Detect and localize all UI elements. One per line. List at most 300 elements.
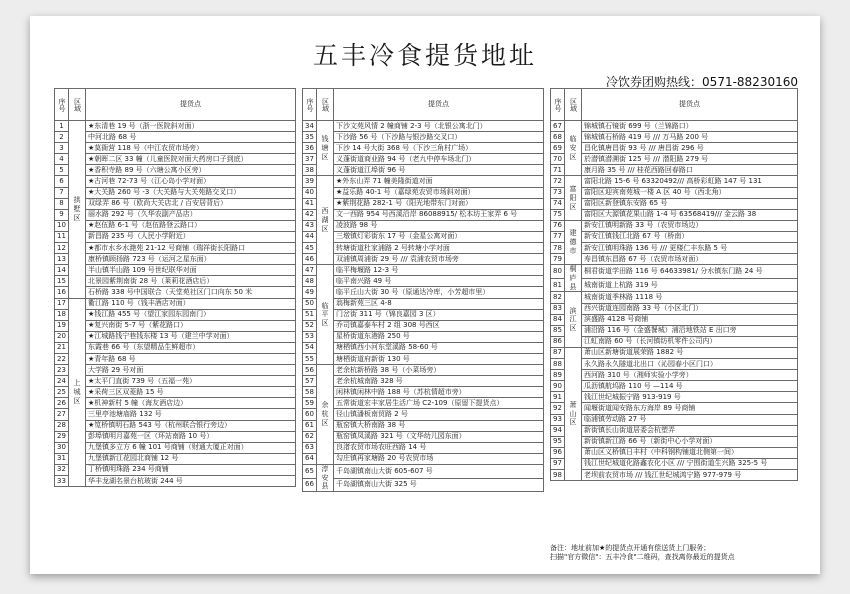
table-row [551, 243, 798, 254]
row-number: 92 [551, 403, 565, 414]
table-row [55, 220, 296, 231]
table-row [55, 176, 296, 187]
address-cell: 城南街道上杭路 319 号 [582, 278, 798, 292]
note-line: 扫描"官方微信"：五丰冷食"二维码，查找离你最近的提货点 [550, 553, 735, 562]
row-number: 25 [55, 387, 69, 398]
address-cell: 三里亭池塘庙路 132 号 [86, 409, 296, 420]
row-number: 31 [55, 453, 69, 464]
table-row [55, 121, 296, 132]
table-row [55, 132, 296, 143]
address-cell: ★采荷三区双菱路 15 号 [86, 387, 296, 398]
address-cell: 桐君街道学田路 116 号 64633981/ 分水镇东门路 24 号 [582, 265, 798, 279]
table-row [551, 359, 798, 370]
row-number: 48 [303, 276, 317, 287]
table-row [551, 392, 798, 403]
table-row [303, 478, 544, 492]
address-cell: 下沙文苑风情 2 幢商铺 2-3 号（北银公寓北门） [334, 121, 544, 132]
district-cell: 淳安县 [317, 464, 334, 491]
row-number: 19 [55, 320, 69, 331]
address-table-1 [54, 88, 296, 487]
table-row [303, 132, 544, 143]
row-number: 62 [303, 431, 317, 442]
table-row [551, 447, 798, 458]
address-cell: ★古河巷 72-73 号（江心岛小学对面） [86, 176, 296, 187]
table-row [551, 425, 798, 436]
row-number: 43 [303, 220, 317, 231]
table-row [303, 254, 544, 265]
table-row [303, 287, 544, 298]
address-cell: 径山镇潘板南贸路 2 号 [334, 409, 544, 420]
row-number: 70 [551, 154, 565, 165]
table-row [55, 276, 296, 287]
table-row [55, 209, 296, 220]
address-cell: ★青年路 68 号 [86, 353, 296, 364]
address-cell: 临平丘山大街 30 号（原通达冷库，小芳超市里） [334, 287, 544, 298]
header-addr: 提货点 [86, 89, 296, 121]
address-cell: 千岛湖镇南山大街 325 号 [334, 478, 544, 492]
row-number: 68 [551, 132, 565, 143]
address-cell: ★江城路钱宁巷钱东楼 13 号（建兰中学对面） [86, 331, 296, 342]
address-cell: 萧山区新塘街道展荣路 1882 号 [582, 347, 798, 358]
address-cell: 新街镇长山街道居委会杭塑弄 [582, 425, 798, 436]
address-cell: 良渚农贸市场农旺西路 14 号 [334, 442, 544, 453]
table-row [551, 458, 798, 469]
address-cell: ★朝晖二区 33 幢（儿童医院对面大药房口子到底） [86, 154, 296, 165]
row-number: 79 [551, 254, 565, 265]
address-cell: 老坝前农贸市场 /// 钱江世纪城鸿宁路 977-979 号 [582, 469, 798, 480]
address-cell: 石桥路 338 号中国联合（天堂苑社区门口向东 50 米 [86, 287, 296, 298]
notes [550, 544, 735, 563]
table-row [55, 265, 296, 276]
table-row [551, 314, 798, 325]
table-row [551, 436, 798, 447]
table-row [303, 420, 544, 431]
address-cell: 华丰龙湖名景台杭玻街 244 号 [86, 476, 296, 487]
row-number: 89 [551, 370, 565, 381]
row-number: 97 [551, 458, 565, 469]
table-row [55, 476, 296, 487]
table-row [303, 220, 544, 231]
row-number: 74 [551, 198, 565, 209]
table-row [303, 276, 544, 287]
address-cell: 江虹南路 60 号（长河镇纺机零件公司内） [582, 336, 798, 347]
address-cell: 义蓬街道江埠街 96 号 [334, 165, 544, 176]
header-addr: 提货点 [582, 89, 798, 121]
table-row [303, 331, 544, 342]
table-row [303, 243, 544, 254]
table-row [551, 325, 798, 336]
district-cell: 西湖区 [317, 176, 334, 265]
address-cell: 半山镇半山路 109 号世纪联华对面 [86, 265, 296, 276]
document-sheet [30, 16, 820, 574]
header-district: 区域 [317, 89, 334, 121]
address-cell: 寿昌镇东昌路 67 号（农贸市场对面） [582, 254, 798, 265]
address-cell: 义蓬街道商业路 94 号（老九中停车场北门） [334, 154, 544, 165]
row-number: 2 [55, 132, 69, 143]
row-number: 98 [551, 469, 565, 480]
row-number: 3 [55, 143, 69, 154]
address-cell: 富阳北路 15-6 号 63320492/// 高桥彩虹路 147 号 131 [582, 176, 798, 187]
row-number: 86 [551, 336, 565, 347]
district-cell: 桐庐县 [565, 265, 582, 292]
row-number: 69 [551, 143, 565, 154]
row-number: 60 [303, 409, 317, 420]
table-row [551, 254, 798, 265]
row-number: 95 [551, 436, 565, 447]
table-row [551, 336, 798, 347]
table-row [55, 353, 296, 364]
row-number: 44 [303, 231, 317, 242]
address-cell: 城南街道季林路 1118 号 [582, 292, 798, 303]
row-number: 23 [55, 365, 69, 376]
district-cell: 临平区 [317, 265, 334, 365]
row-number: 82 [551, 292, 565, 303]
address-cell: ★赵伍路 6-1 号（赵伍路登云路口） [86, 220, 296, 231]
row-number: 26 [55, 398, 69, 409]
address-cell: 东霞巷 66 号（东望精品生鲜超市） [86, 342, 296, 353]
address-cell: 於潜镇潜溯街 125 号 /// 潜阳路 279 号 [582, 154, 798, 165]
table-row [551, 165, 798, 176]
table-row [551, 414, 798, 425]
address-cell: 瓶窑镇凤溪路 321 号（文华幼儿园东面） [334, 431, 544, 442]
header-no: 序号 [303, 89, 317, 121]
table-row [303, 387, 544, 398]
row-number: 7 [55, 187, 69, 198]
address-cell: 塘栖镇西小河东堂溪路 58-60 号 [334, 342, 544, 353]
row-number: 75 [551, 209, 565, 220]
table-row [303, 431, 544, 442]
address-cell: 新昌路 235 号（人民小学附近） [86, 231, 296, 242]
address-cell: ★钱江路 455 号（望江家园东园南门） [86, 309, 296, 320]
row-number: 9 [55, 209, 69, 220]
row-number: 88 [551, 359, 565, 370]
row-number: 5 [55, 165, 69, 176]
address-cell: 永久路永久隧道北出口（沁园春小区门口） [582, 359, 798, 370]
address-cell: 转塘街道杜家浦路 2 号转塘小学对面 [334, 243, 544, 254]
district-cell: 余杭区 [317, 365, 334, 465]
row-number: 30 [55, 442, 69, 453]
address-cell: 钱江世纪城振宁路 913-919 号 [582, 392, 798, 403]
row-number: 56 [303, 365, 317, 376]
address-table-2 [302, 88, 544, 492]
header-no: 序号 [55, 89, 69, 121]
row-number: 20 [55, 331, 69, 342]
row-number: 81 [551, 278, 565, 292]
address-cell: 西河路 310 号（湘师实验小学旁） [582, 370, 798, 381]
table-row [55, 254, 296, 265]
table-row [303, 165, 544, 176]
row-number: 36 [303, 143, 317, 154]
row-number: 11 [55, 231, 69, 242]
page-title: 五丰冷食提货地址 [312, 41, 537, 70]
table-row [55, 287, 296, 298]
table-row [551, 278, 798, 292]
table-row [551, 370, 798, 381]
table-row [55, 165, 296, 176]
address-cell: 星桥街道东港路 250 号 [334, 331, 544, 342]
table-row [303, 176, 544, 187]
address-cell: 新安江镇钱江北路 67 号（桥南） [582, 231, 798, 242]
address-cell: 勾庄镇再家塘路 20 号农贸市场 [334, 453, 544, 464]
table-row [55, 453, 296, 464]
table-row [55, 442, 296, 453]
table-row [303, 143, 544, 154]
address-cell: 富阳区迎宾南苑城一楼 A 区 40 号（西北角） [582, 187, 798, 198]
table-row [551, 292, 798, 303]
address-cell: 九堡镇新江花园北商铺 12 号 [86, 453, 296, 464]
district-cell: 上城区 [69, 298, 86, 487]
address-cell: ★笕桥镇明石路 543 号（杭州联合银行旁边） [86, 420, 296, 431]
row-number: 27 [55, 409, 69, 420]
address-cell: 瓶窑镇大桥南路 38 号 [334, 420, 544, 431]
address-cell: 富阳区新登镇东安路 65 号 [582, 198, 798, 209]
address-cell: 下沙路 56 号（下沙路与银沙路交叉口） [334, 132, 544, 143]
address-cell: 昌化镇唐昌街 93 号 /// 唐昌街 296 号 [582, 143, 798, 154]
table-row [303, 121, 544, 132]
table-row [55, 387, 296, 398]
address-cell: 老余杭新桥路 38 号（小菜场旁） [334, 365, 544, 376]
table-row [55, 309, 296, 320]
address-cell: 瓜沥镇航坞路 110 号 —114 号 [582, 381, 798, 392]
table-row [551, 220, 798, 231]
row-number: 80 [551, 265, 565, 279]
table-row [551, 303, 798, 314]
table-row [303, 464, 544, 478]
row-number: 10 [55, 220, 69, 231]
address-cell: 临平梅堰路 12-3 号 [334, 265, 544, 276]
row-number: 16 [55, 287, 69, 298]
row-number: 15 [55, 276, 69, 287]
table-row [55, 154, 296, 165]
table-row [303, 154, 544, 165]
table-row [303, 320, 544, 331]
row-number: 45 [303, 243, 317, 254]
table-row [303, 453, 544, 464]
district-cell: 滨江区 [565, 292, 582, 347]
table-row [55, 331, 296, 342]
table-row [55, 198, 296, 209]
address-cell: ★东清巷 19 号（浙一医院斜对面） [86, 121, 296, 132]
table-row [55, 342, 296, 353]
row-number: 39 [303, 176, 317, 187]
address-cell: ★莫衙营 118 号（中江农贸市场旁） [86, 143, 296, 154]
address-cell: 五常街道宏丰家居生活广场 C2-109（原留下提货点） [334, 398, 544, 409]
row-number: 72 [551, 176, 565, 187]
address-cell: 锦城镇石桥路 419 号 /// 万马路 200 号 [582, 132, 798, 143]
table-row [55, 187, 296, 198]
table-row [551, 187, 798, 198]
address-cell: 凌波路 98 号 [334, 220, 544, 231]
table-row [551, 209, 798, 220]
table-row [55, 320, 296, 331]
table-row [55, 365, 296, 376]
address-cell: 滨盛路 4128 号商铺 [582, 314, 798, 325]
address-cell: 门岔街 311 号（锦良嘉园 3 区） [334, 309, 544, 320]
row-number: 12 [55, 243, 69, 254]
table-row [303, 187, 544, 198]
address-table-3 [550, 88, 798, 481]
row-number: 47 [303, 265, 317, 276]
address-cell: 新安江镇明新路 33 号（农贸市场边） [582, 220, 798, 231]
row-number: 90 [551, 381, 565, 392]
table-row [551, 347, 798, 358]
address-cell: 富阳区大源镇花果山路 1-4 号 63568419/// 金云路 38 [582, 209, 798, 220]
row-number: 67 [551, 121, 565, 132]
row-number: 58 [303, 387, 317, 398]
row-number: 59 [303, 398, 317, 409]
address-cell: ★大关路 260 号 -3（大关路与大关苑路交叉口） [86, 187, 296, 198]
row-number: 76 [551, 220, 565, 231]
district-cell: 钱塘区 [317, 121, 334, 176]
header-district: 区域 [69, 89, 86, 121]
row-number: 13 [55, 254, 69, 265]
address-cell: 彭埠镇明月嘉苑一区（环站南路 10 号） [86, 431, 296, 442]
address-cell: 闻堰街道闻安路东方海岸 89 号商铺 [582, 403, 798, 414]
table-row [303, 409, 544, 420]
row-number: 8 [55, 198, 69, 209]
row-number: 42 [303, 209, 317, 220]
table-row [303, 198, 544, 209]
address-cell: 钱江世纪城道化路鑫农化小区 /// 宁围街道生兴路 325-5 号 [582, 458, 798, 469]
table-row [551, 132, 798, 143]
table-row [551, 265, 798, 279]
row-number: 63 [303, 442, 317, 453]
row-number: 22 [55, 353, 69, 364]
row-number: 18 [55, 309, 69, 320]
table-row [303, 365, 544, 376]
table-row [551, 198, 798, 209]
row-number: 17 [55, 298, 69, 309]
address-cell: ★香积寺路 89 号（六塘公寓小区旁） [86, 165, 296, 176]
district-cell: 富阳区 [565, 176, 582, 220]
address-cell: 九堡镇多立方 6 幢 101 号商铺（财通大厦正对面） [86, 442, 296, 453]
row-number: 55 [303, 353, 317, 364]
district-cell: 拱墅区 [69, 121, 86, 299]
address-cell: 康月路 35 号 /// 桂花西路回春路口 [582, 165, 798, 176]
table-row [303, 265, 544, 276]
header-district: 区域 [565, 89, 582, 121]
table-row [55, 298, 296, 309]
address-cell: 千岛湖镇南山大街 605-607 号 [334, 464, 544, 478]
address-cell: 萧山区义桥镇日丰村（中科钢构铺道北侧第一间） [582, 447, 798, 458]
address-cell: 闲林镇闲林中路 188 号（苏杭情超市旁） [334, 387, 544, 398]
row-number: 65 [303, 464, 317, 478]
row-number: 24 [55, 376, 69, 387]
address-cell: ★太平门直街 739 号（五福一苑） [86, 376, 296, 387]
row-number: 83 [551, 303, 565, 314]
address-cell: 新街镇新江路 66 号（新街中心小学对面） [582, 436, 798, 447]
header-no: 序号 [551, 89, 565, 121]
district-cell: 建德市 [565, 220, 582, 264]
row-number: 29 [55, 431, 69, 442]
address-cell: 下沙 14 号大街 368 号（下沙三角村广场） [334, 143, 544, 154]
row-number: 1 [55, 121, 69, 132]
table-row [551, 381, 798, 392]
address-cell: 双浦镇周浦街 29 号 /// 袁浦农贸市场旁 [334, 254, 544, 265]
row-number: 78 [551, 243, 565, 254]
row-number: 96 [551, 447, 565, 458]
row-number: 73 [551, 187, 565, 198]
district-cell: 临安区 [565, 121, 582, 176]
table-row [55, 409, 296, 420]
table-row [55, 464, 296, 475]
table-row [303, 298, 544, 309]
address-cell: 西兴街道连园南路 33 号（小区北门） [582, 303, 798, 314]
table-row [303, 376, 544, 387]
address-cell: ★紫荆花路 282-1 号（阳光地带东门对面） [334, 198, 544, 209]
row-number: 38 [303, 165, 317, 176]
row-number: 85 [551, 325, 565, 336]
address-cell: ★外东山弄 71 幢美隆街道对面 [334, 176, 544, 187]
row-number: 71 [551, 165, 565, 176]
table-row [551, 231, 798, 242]
row-number: 77 [551, 231, 565, 242]
address-cell: ★机神新村 5 幢（海友酒店边） [86, 398, 296, 409]
row-number: 37 [303, 154, 317, 165]
row-number: 51 [303, 309, 317, 320]
table-row [551, 176, 798, 187]
row-number: 32 [55, 464, 69, 475]
table-row [551, 143, 798, 154]
hotline-text: 冷饮券团购热线：0571-88230160 [606, 75, 798, 89]
table-row [55, 431, 296, 442]
address-cell: 乔司镇嘉泰车村 2 组 308 号西区 [334, 320, 544, 331]
table-row [55, 243, 296, 254]
address-cell: 老余杭城南路 328 号 [334, 376, 544, 387]
table-row [303, 209, 544, 220]
address-cell: 临浦镇劳动路 27 号 [582, 414, 798, 425]
row-number: 53 [303, 331, 317, 342]
row-number: 91 [551, 392, 565, 403]
row-number: 40 [303, 187, 317, 198]
address-cell: 文一西路 954 号西溪沿岸 86088915/ 松本坊王家弄 6 号 [334, 209, 544, 220]
table-row [55, 398, 296, 409]
table-row [55, 143, 296, 154]
row-number: 21 [55, 342, 69, 353]
row-number: 93 [551, 414, 565, 425]
address-cell: 锦城镇石镜街 699 号（兰锦路口） [582, 121, 798, 132]
table-row [303, 442, 544, 453]
address-cell: ★复兴南街 5-7 号（紫花路口） [86, 320, 296, 331]
row-number: 66 [303, 478, 317, 492]
row-number: 33 [55, 476, 69, 487]
address-cell: 丽水路 292 号（久华农副产品店） [86, 209, 296, 220]
address-cell: 北景园紫荆南街 28 号（莱莉花酒店后） [86, 276, 296, 287]
table-row [551, 469, 798, 480]
note-line: 备注：地址前加★的提货点开通有偿送货上门服务； [550, 544, 711, 552]
table-row [55, 420, 296, 431]
table-row [303, 309, 544, 320]
address-cell: ★都市水乡水滟苑 21-12 号商铺（瑞祥街长阳路口 [86, 243, 296, 254]
row-number: 6 [55, 176, 69, 187]
table-row [303, 353, 544, 364]
row-number: 28 [55, 420, 69, 431]
row-number: 87 [551, 347, 565, 358]
address-cell: 浦沿路 116 号（金盛餐城）浦沿地铁站 E 出口旁 [582, 325, 798, 336]
address-cell: 三墩镇灯彩街东 17 号（金星公寓对面） [334, 231, 544, 242]
row-number: 41 [303, 198, 317, 209]
row-number: 14 [55, 265, 69, 276]
address-cell: 双绿弄 86 号（欧尚大关店北 / 百安居背后） [86, 198, 296, 209]
address-cell: 翁梅新苑三区 4-8 [334, 298, 544, 309]
address-cell: 丁桥镇明珠路 234 号商铺 [86, 464, 296, 475]
row-number: 4 [55, 154, 69, 165]
table-row [55, 376, 296, 387]
row-number: 49 [303, 287, 317, 298]
row-number: 46 [303, 254, 317, 265]
row-number: 52 [303, 320, 317, 331]
row-number: 34 [303, 121, 317, 132]
